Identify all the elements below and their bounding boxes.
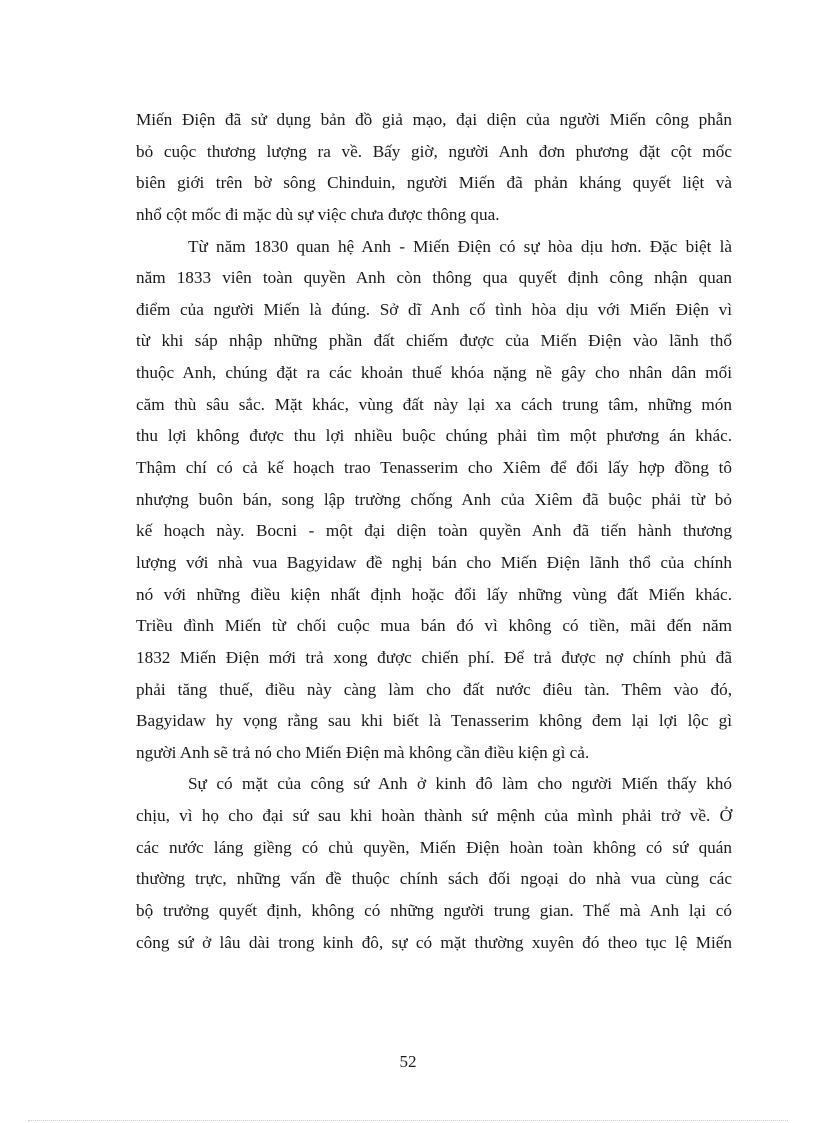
text-line: nó với những điều kiện nhất định hoặc đổi lấy những vùng đất Miến khác. [136,584,732,604]
text-line: nhổ cột mốc đi mặc dù sự việc chưa được thông qua. [136,204,500,224]
text-line: lượng với nhà vua Bagyidaw đề nghị bán cho Miến Điện lãnh thổ của chính [136,552,732,572]
text-line: bỏ cuộc thương lượng ra về. Bấy giờ, người Anh đơn phương đặt cột mốc [136,141,732,161]
text-line: thuộc Anh, chúng đặt ra các khoản thuế khóa nặng nề gây cho nhân dân mối [136,363,732,383]
paragraph-first-line: Sự có mặt của công sứ Anh ở kinh đô làm cho người Miến thấy khó [188,774,732,794]
text-line: Bagyidaw hy vọng rằng sau khi biết là Tenasserim không đem lại lợi lộc gì [136,711,732,731]
text-line: 1832 Miến Điện mới trả xong được chiến phí. Để trả được nợ chính phủ đã [136,647,732,667]
page-bottom-divider [28,1120,788,1121]
text-line: Miến Điện đã sử dụng bản đồ giả mạo, đại diện của người Miến công phẫn [136,110,732,129]
page-number: 52 [399,1052,417,1071]
text-line: biên giới trên bờ sông Chinduin, người Miến đã phản kháng quyết liệt và [136,173,732,193]
text-line: từ khi sáp nhập những phần đất chiếm được của Miến Điện vào lãnh thổ [136,331,732,351]
text-line: chịu, vì họ cho đại sứ sau khi hoàn thành sứ mệnh của mình phải trở về. Ở [136,806,732,826]
text-line: bộ trưởng quyết định, không có những người trung gian. Thế mà Anh lại có [136,901,732,921]
text-line: thu lợi không được thu lợi nhiều buộc chúng phải tìm một phương án khác. [136,426,732,446]
text-line: phải tăng thuế, điều này càng làm cho đất nước điêu tàn. Thêm vào đó, [136,679,732,699]
text-line: nhượng buôn bán, song lập trường chống Anh của Xiêm đã buộc phải từ bỏ [136,489,732,509]
body-text [136,104,732,958]
text-line: công sứ ở lâu dài trong kinh đô, sự có mặt thường xuyên đó theo tục lệ Miến [136,932,732,952]
paragraph-first-line: Từ năm 1830 quan hệ Anh - Miến Điện có sự hòa dịu hơn. Đặc biệt là [188,236,732,256]
text-line: căm thù sâu sắc. Mặt khác, vùng đất này lại xa cách trung tâm, những món [136,394,732,414]
text-line: Thậm chí có cả kế hoạch trao Tenasserim cho Xiêm để đổi lấy hợp đồng tô [136,458,732,478]
text-line: kế hoạch này. Bocni - một đại diện toàn quyền Anh đã tiến hành thương [136,521,732,541]
text-line: thường trực, những vấn đề thuộc chính sách đối ngoại do nhà vua cùng các [136,869,732,889]
text-line: người Anh sẽ trả nó cho Miến Điện mà không cần điều kiện gì cả. [136,742,590,762]
text-line: điểm của người Miến là đúng. Sở dĩ Anh cố tình hòa dịu với Miến Điện vì [136,299,732,319]
text-line: các nước láng giềng có chủ quyền, Miến Điện hoàn toàn không có sứ quán [136,837,732,857]
text-line: năm 1833 viên toàn quyền Anh còn thông qua quyết định công nhận quan [136,268,732,288]
text-line: Triều đình Miến từ chối cuộc mua bán đó vì không có tiền, mãi đến năm [136,616,732,636]
